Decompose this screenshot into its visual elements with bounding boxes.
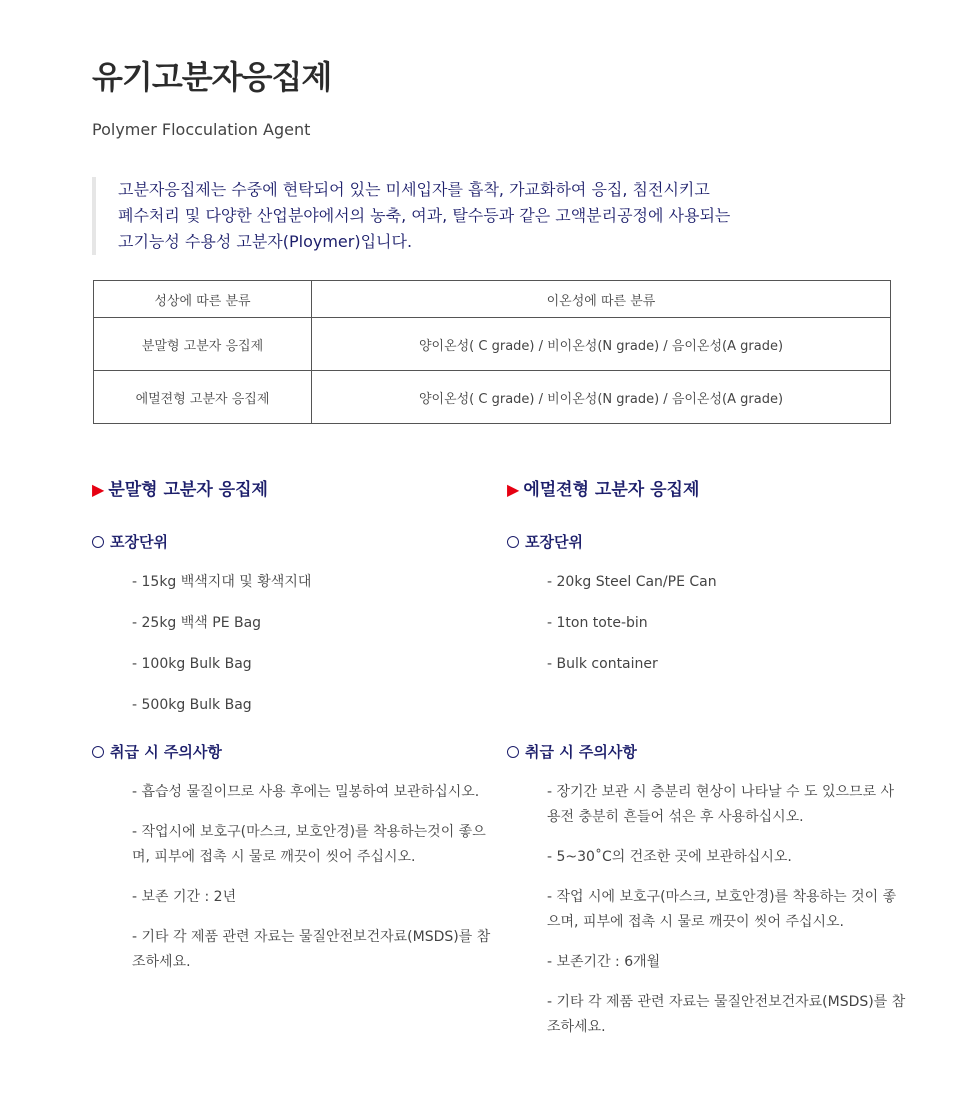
list-item: - 20kg Steel Can/PE Can bbox=[547, 574, 717, 590]
table-cell: 양이온성( C grade) / 비이온성(N grade) / 음이온성(A grade) bbox=[312, 371, 891, 424]
list-item: - 25kg 백색 PE Bag bbox=[132, 615, 262, 631]
list-item: - 작업 시에 보호구(마스크, 보호안경)를 착용하는 것이 좋으며, 피부에 접촉 시 물로 깨끗이 씻어 주십시오. bbox=[547, 889, 897, 930]
intro-line: 고기능성 수용성 고분자(Ploymer)입니다. bbox=[118, 232, 413, 251]
packing-title-text: 포장단위 bbox=[525, 533, 583, 551]
list-item: - 5~30˚C의 건조한 곳에 보관하십시오. bbox=[547, 849, 792, 865]
list-item: - 15kg 백색지대 및 황색지대 bbox=[132, 574, 312, 590]
list-item: - Bulk container bbox=[547, 656, 658, 672]
circle-icon bbox=[92, 746, 104, 758]
table-header: 이온성에 따른 분류 bbox=[312, 281, 891, 318]
packing-title bbox=[92, 528, 492, 556]
section-title-text: 분말형 고분자 응집제 bbox=[108, 480, 268, 500]
table-cell: 에멀젼형 고분자 응집제 bbox=[94, 371, 312, 424]
classification-table bbox=[93, 280, 891, 424]
table-cell: 양이온성( C grade) / 비이온성(N grade) / 음이온성(A grade) bbox=[312, 318, 891, 371]
list-item: - 기타 각 제품 관련 자료는 물질안전보건자료(MSDS)를 참조하세요. bbox=[132, 929, 491, 970]
packing-title-text: 포장단위 bbox=[110, 533, 168, 551]
list-item: - 흡습성 물질이므로 사용 후에는 밀봉하여 보관하십시오. bbox=[132, 784, 480, 800]
circle-icon bbox=[92, 536, 104, 548]
packing-list bbox=[547, 570, 907, 734]
table-header-row bbox=[94, 281, 891, 318]
packing-list bbox=[132, 570, 492, 718]
triangle-right-icon: ▶ bbox=[92, 480, 105, 499]
caution-title-text: 취급 시 주의사항 bbox=[525, 743, 637, 761]
section-title bbox=[92, 476, 492, 504]
table-header: 성상에 따른 분류 bbox=[94, 281, 312, 318]
caution-title-text: 취급 시 주의사항 bbox=[110, 743, 222, 761]
caution-list bbox=[132, 780, 492, 975]
section-title bbox=[507, 476, 907, 504]
caution-title bbox=[92, 738, 492, 766]
page-title: 유기고분자응집제 bbox=[92, 58, 332, 96]
emulsion-section bbox=[507, 476, 907, 1055]
list-item: - 100kg Bulk Bag bbox=[132, 656, 252, 672]
table-row bbox=[94, 318, 891, 371]
caution-title bbox=[507, 738, 907, 766]
circle-icon bbox=[507, 536, 519, 548]
list-item: - 500kg Bulk Bag bbox=[132, 697, 252, 713]
intro-block bbox=[92, 177, 878, 255]
list-item: - 장기간 보관 시 층분리 현상이 나타날 수 도 있으므로 사용전 충분히 흔들어 섞은 후 사용하십시오. bbox=[547, 784, 895, 825]
list-item: - 기타 각 제품 관련 자료는 물질안전보건자료(MSDS)를 참조하세요. bbox=[547, 994, 906, 1035]
list-item: - 작업시에 보호구(마스크, 보호안경)를 착용하는것이 좋으며, 피부에 접촉 시 물로 깨끗이 씻어 주십시오. bbox=[132, 824, 486, 865]
table-row bbox=[94, 371, 891, 424]
list-item: - 1ton tote-bin bbox=[547, 615, 648, 631]
page-subtitle: Polymer Flocculation Agent bbox=[92, 120, 311, 139]
circle-icon bbox=[507, 746, 519, 758]
section-title-text: 에멀젼형 고분자 응집제 bbox=[523, 480, 700, 500]
list-item: - 보존기간 : 6개월 bbox=[547, 954, 661, 970]
caution-list bbox=[547, 780, 907, 1040]
packing-title bbox=[507, 528, 907, 556]
intro-line: 고분자응집제는 수중에 현탁되어 있는 미세입자를 흡착, 가교화하여 응집, 침전시키고 bbox=[118, 180, 710, 199]
intro-line: 폐수처리 및 다양한 산업분야에서의 농축, 여과, 탈수등과 같은 고액분리공정에 사용되는 bbox=[118, 206, 731, 225]
powder-section bbox=[92, 476, 492, 990]
list-item: - 보존 기간 : 2년 bbox=[132, 889, 237, 905]
table-cell: 분말형 고분자 응집제 bbox=[94, 318, 312, 371]
triangle-right-icon: ▶ bbox=[507, 480, 520, 499]
